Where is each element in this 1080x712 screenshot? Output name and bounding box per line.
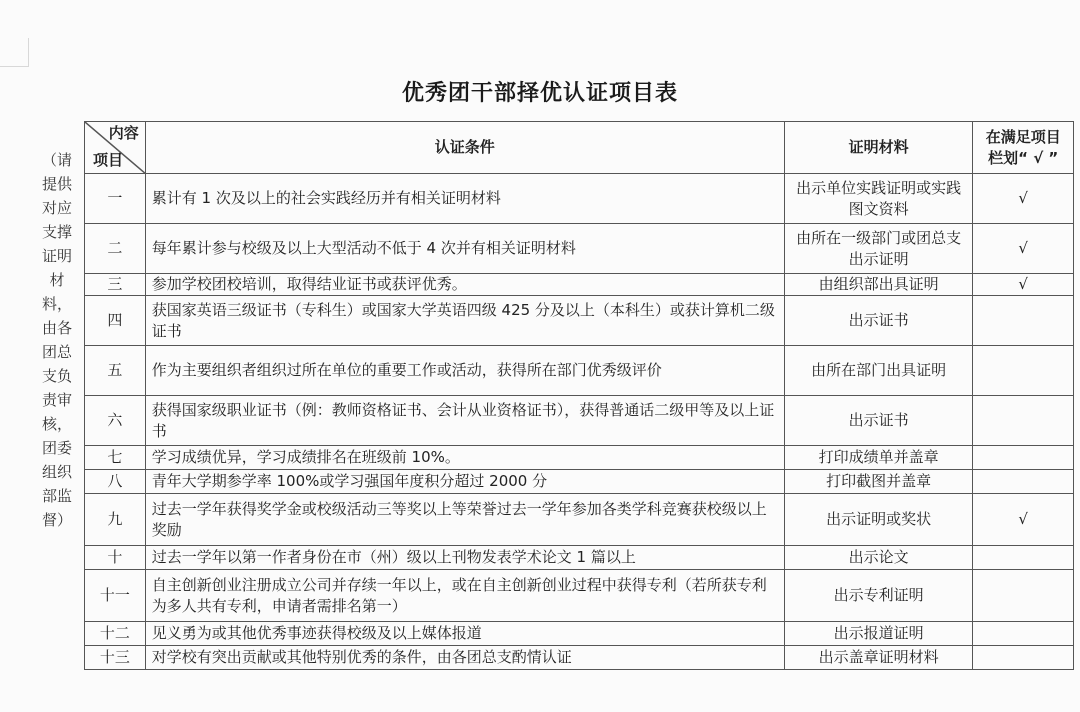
row-condition: 过去一学年以第一作者身份在市（州）级以上刊物发表学术论文 1 篇以上 bbox=[145, 546, 784, 570]
row-material: 出示证书 bbox=[784, 296, 973, 346]
table-row bbox=[85, 570, 1074, 622]
row-material: 由所在一级部门或团总支出示证明 bbox=[784, 224, 973, 274]
row-number: 六 bbox=[85, 396, 146, 446]
header-diagonal-cell bbox=[85, 122, 146, 174]
table-row bbox=[85, 224, 1074, 274]
row-number: 三 bbox=[85, 274, 146, 296]
row-condition: 过去一学年获得奖学金或校级活动三等奖以上等荣誉过去一学年参加各类学科竞赛获校级以上奖励 bbox=[145, 494, 784, 546]
row-number: 十二 bbox=[85, 622, 146, 646]
table-row bbox=[85, 622, 1074, 646]
row-condition: 参加学校团校培训，取得结业证书或获评优秀。 bbox=[145, 274, 784, 296]
table-row bbox=[85, 470, 1074, 494]
row-material: 出示报道证明 bbox=[784, 622, 973, 646]
row-check bbox=[973, 296, 1074, 346]
table-row bbox=[85, 646, 1074, 670]
row-number: 五 bbox=[85, 346, 146, 396]
row-material: 出示单位实践证明或实践图文资料 bbox=[784, 174, 973, 224]
row-condition: 自主创新创业注册成立公司并存续一年以上，或在自主创新创业过程中获得专利（若所获专利为多人共有专利，申请者需排名第一） bbox=[145, 570, 784, 622]
row-condition: 作为主要组织者组织过所在单位的重要工作或活动，获得所在部门优秀级评价 bbox=[145, 346, 784, 396]
row-material: 由所在部门出具证明 bbox=[784, 346, 973, 396]
row-condition: 学习成绩优异，学习成绩排名在班级前 10%。 bbox=[145, 446, 784, 470]
table-header-row bbox=[85, 122, 1074, 174]
row-number: 十一 bbox=[85, 570, 146, 622]
table-row bbox=[85, 274, 1074, 296]
header-check: 在满足项目栏划“ √ ” bbox=[973, 122, 1074, 174]
row-check bbox=[973, 346, 1074, 396]
page-title: 优秀团干部择优认证项目表 bbox=[401, 81, 678, 106]
row-condition: 见义勇为或其他优秀事迹获得校级及以上媒体报道 bbox=[145, 622, 784, 646]
table-row bbox=[85, 546, 1074, 570]
row-check bbox=[973, 622, 1074, 646]
row-condition: 获国家英语三级证书（专科生）或国家大学英语四级 425 分及以上（本科生）或获计算机二级证书 bbox=[145, 296, 784, 346]
row-number: 八 bbox=[85, 470, 146, 494]
row-material: 打印成绩单并盖章 bbox=[784, 446, 973, 470]
row-number: 四 bbox=[85, 296, 146, 346]
row-check: √ bbox=[973, 274, 1074, 296]
row-check bbox=[973, 646, 1074, 670]
table-row bbox=[85, 296, 1074, 346]
row-material: 出示论文 bbox=[784, 546, 973, 570]
row-number: 九 bbox=[85, 494, 146, 546]
row-number: 十 bbox=[85, 546, 146, 570]
row-material: 出示专利证明 bbox=[784, 570, 973, 622]
row-condition: 每年累计参与校级及以上大型活动不低于 4 次并有相关证明材料 bbox=[145, 224, 784, 274]
table-row bbox=[85, 446, 1074, 470]
row-material: 出示盖章证明材料 bbox=[784, 646, 973, 670]
header-content-label: 内容 bbox=[108, 124, 139, 142]
header-condition: 认证条件 bbox=[145, 122, 784, 174]
row-check bbox=[973, 470, 1074, 494]
certification-table bbox=[84, 121, 1074, 670]
row-check bbox=[973, 396, 1074, 446]
row-number: 七 bbox=[85, 446, 146, 470]
table-row bbox=[85, 494, 1074, 546]
row-check bbox=[973, 570, 1074, 622]
page-corner-mark bbox=[0, 38, 29, 67]
table-row bbox=[85, 396, 1074, 446]
row-check: √ bbox=[973, 224, 1074, 274]
row-condition: 累计有 1 次及以上的社会实践经历并有相关证明材料 bbox=[145, 174, 784, 224]
row-material: 出示证书 bbox=[784, 396, 973, 446]
side-note: （请提供对应支撑证明材料，由各团总支负责审核，团委组织部监督） bbox=[41, 151, 72, 529]
table-row bbox=[85, 346, 1074, 396]
header-material: 证明材料 bbox=[784, 122, 973, 174]
table-row bbox=[85, 174, 1074, 224]
row-condition: 青年大学期参学率 100%或学习强国年度积分超过 2000 分 bbox=[145, 470, 784, 494]
row-material: 出示证明或奖状 bbox=[784, 494, 973, 546]
row-check: √ bbox=[973, 494, 1074, 546]
row-check bbox=[973, 546, 1074, 570]
row-number: 一 bbox=[85, 174, 146, 224]
row-material: 由组织部出具证明 bbox=[784, 274, 973, 296]
row-number: 二 bbox=[85, 224, 146, 274]
row-number: 十三 bbox=[85, 646, 146, 670]
row-condition: 对学校有突出贡献或其他特别优秀的条件，由各团总支酌情认证 bbox=[145, 646, 784, 670]
row-check: √ bbox=[973, 174, 1074, 224]
row-material: 打印截图并盖章 bbox=[784, 470, 973, 494]
header-item-label: 项目 bbox=[93, 151, 124, 169]
row-check bbox=[973, 446, 1074, 470]
row-condition: 获得国家级职业证书（例：教师资格证书、会计从业资格证书），获得普通话二级甲等及以上证书 bbox=[145, 396, 784, 446]
